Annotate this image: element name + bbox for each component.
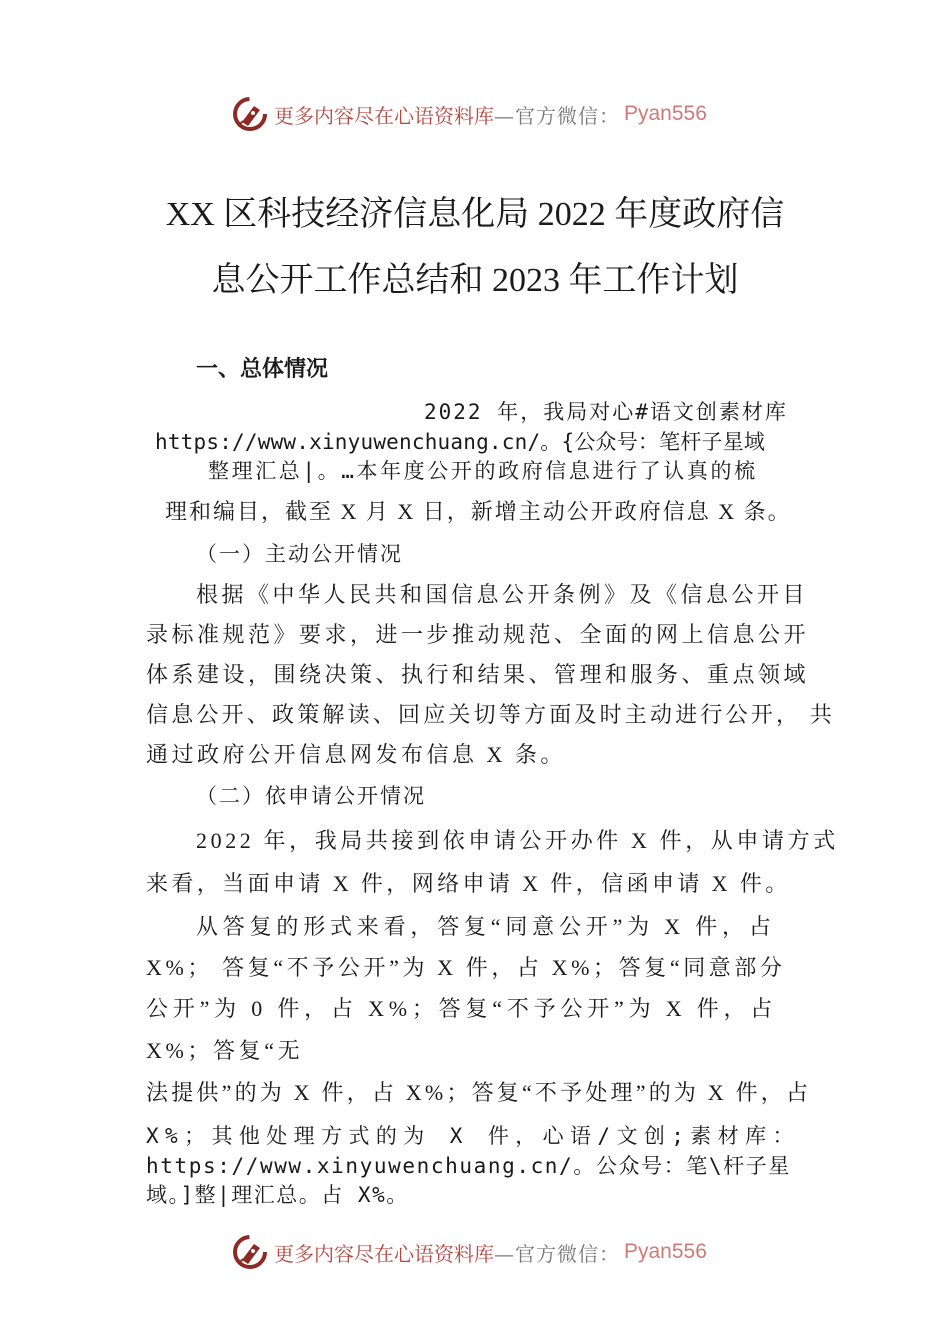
proactive-line-1: 根据《中华人民共和国信息公开条例》及《信息公开目 [196,582,809,607]
request-line-1: 2022 年，我局共接到依申请公开办件 X 件，从申请方式 [196,828,839,853]
reply-line-3: 公开”为 0 件，占 X%；答复“不予公开”为 X 件，占 [146,996,778,1021]
intro-line-1: 2022 年，我局对心#语文创素材库 [424,400,788,424]
subsection-heading-on-request: （二）依申请公开情况 [196,784,426,808]
proactive-line-3: 体系建设，围绕决策、执行和结果、管理和服务、重点领域 [146,662,810,687]
footer-watermark [232,1232,707,1272]
reply-line-4: X%；答复“无 [146,1038,304,1063]
intro-line-3: 整理汇总|。…本年度公开的政府信息进行了认真的梳 [208,459,758,483]
intro-line-4: 理和编目，截至 X 月 X 日，新增主动公开政府信息 X 条。 [165,499,792,524]
reply-line-7: https://www.xinyuwenchuang.cn/。公众号：笔\杆子星 [146,1154,791,1178]
watermark-wechat-label: —官方微信： [494,1241,620,1266]
watermark-wechat-id: Pyan556 [624,102,707,125]
watermark-brand-text: 更多内容尽在心语资料库 [274,103,494,128]
intro-line-2: https://www.xinyuwenchuang.cn/。{公众号：笔杆子星域 [155,430,766,454]
pen-nib-logo-icon [232,96,268,132]
reply-line-6: X%；其他处理方式的为 X 件，心语/文创;素材库： [146,1124,800,1148]
proactive-line-2: 录标准规范》要求，进一步推动规范、全面的网上信息公开 [146,622,810,647]
subsection-heading-proactive: （一）主动公开情况 [196,542,403,566]
watermark-brand-text: 更多内容尽在心语资料库 [274,1241,494,1266]
document-title-line-2: 息公开工作总结和 2023 年工作计划 [211,262,739,299]
watermark-wechat-label: —官方微信： [494,103,620,128]
request-line-2: 来看，当面申请 X 件，网络申请 X 件，信函申请 X 件。 [146,871,791,896]
watermark-wechat-id: Pyan556 [624,1240,707,1263]
reply-line-5: 法提供”的为 X 件，占 X%；答复“不予处理”的为 X 件，占 [146,1080,812,1105]
reply-line-2: X%； 答复“不予公开”为 X 件，占 X%；答复“同意部分 [146,955,786,980]
reply-line-1: 从答复的形式来看，答复“同意公开”为 X 件，占 [196,914,776,939]
pen-nib-logo-icon [232,1234,268,1270]
reply-line-8: 域。]整|理汇总。占 X%。 [146,1183,409,1207]
header-watermark [232,94,707,134]
proactive-line-4: 信息公开、政策解读、回应关切等方面及时主动进行公开， 共 [146,702,836,727]
proactive-line-5: 通过政府公开信息网发布信息 X 条。 [146,742,566,767]
section-heading-overview: 一、总体情况 [196,357,329,382]
document-title-line-1: XX 区科技经济信息化局 2022 年度政府信 [165,196,785,233]
